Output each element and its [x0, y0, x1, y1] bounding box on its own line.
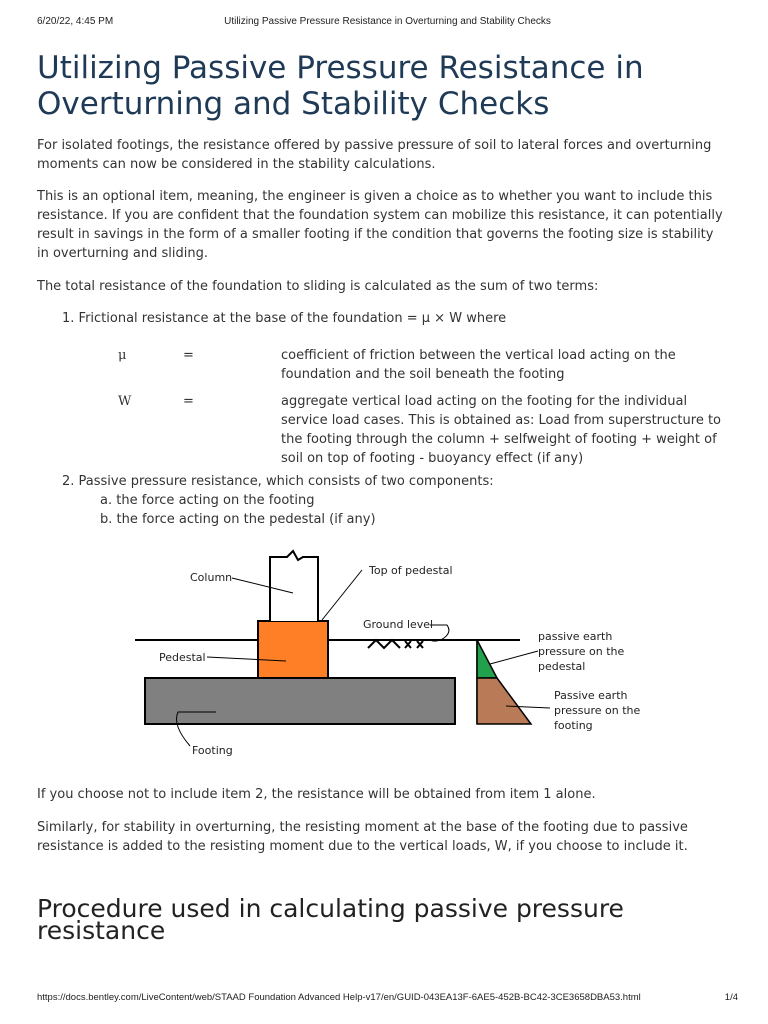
overturning-paragraph: Similarly, for stability in overturning, the resisting moment at the base of the footing due to passive resistance is added to the resisting moment due to the vertical loads, W, if you choose to include it.: [37, 820, 688, 854]
page-title: Utilizing Passive Pressure Resistance in Overturning and Stability Checks: [37, 50, 644, 122]
definition-symbol-w: W: [118, 394, 132, 409]
definition-text-w: aggregate vertical load acting on the footing for the individual service load cases. This is obtained as: Load from superstructure to the footing through the column + selfweight of footing + weight of soil on top of footing - buoyancy effect (if any): [281, 394, 721, 466]
print-page-title: Utilizing Passive Pressure Resistance in Overturning and Stability Checks: [224, 16, 551, 27]
list-item-2a: a. the force acting on the footing: [100, 493, 315, 508]
print-datetime: 6/20/22, 4:45 PM: [37, 16, 114, 27]
definition-symbol-mu: μ: [118, 348, 127, 363]
passive-footing-triangle: [477, 678, 531, 724]
label-footing: Footing: [192, 744, 233, 757]
pedestal-shape: [258, 621, 328, 678]
definition-text-mu: coefficient of friction between the vertical load acting on the foundation and the soil beneath the footing: [281, 348, 676, 382]
section-heading: Procedure used in calculating passive pressure resistance: [37, 894, 624, 945]
definition-equals: =: [183, 348, 194, 363]
label-column: Column: [190, 571, 233, 584]
list-item-2b: b. the force acting on the pedestal (if any): [100, 512, 376, 527]
list-item-1: 1. Frictional resistance at the base of the foundation = μ × W where: [62, 311, 507, 326]
label-passive-footing: Passive earth pressure on the footing: [554, 689, 641, 732]
total-resistance-paragraph: The total resistance of the foundation to sliding is calculated as the sum of two terms:: [37, 279, 599, 294]
intro-paragraph: For isolated footings, the resistance offered by passive pressure of soil to lateral forces and overturning moments can now be considered in the stability calculations.: [37, 138, 712, 172]
soil-hatch: [368, 640, 400, 648]
footing-shape: [145, 678, 455, 724]
passive-pressure-diagram: [0, 540, 768, 770]
page-url-link[interactable]: https://docs.bentley.com/LiveContent/web/STAAD Foundation Advanced Help-v17/en/GUID-043EA13F-6AE5-452B-BC42-3CE3658DBA53.html: [37, 992, 641, 1003]
print-header: [37, 16, 738, 32]
definition-equals: =: [183, 394, 194, 409]
label-top-of-pedestal: Top of pedestal: [369, 564, 453, 577]
label-passive-pedestal: passive earth pressure on the pedestal: [538, 630, 625, 673]
passive-pedestal-triangle: [477, 640, 497, 678]
soil-hatch: [405, 641, 423, 648]
column-shape: [270, 551, 318, 621]
list-item-2: 2. Passive pressure resistance, which consists of two components:: [62, 474, 494, 489]
print-footer: [37, 992, 738, 1006]
optional-paragraph: This is an optional item, meaning, the engineer is given a choice as to whether you want to include this resistance. If you are confident that the foundation system can mobilize this resistance, it can potentially result in savings in the form of a smaller footing if the condition that governs the footing size is stability in overturning and sliding.: [37, 189, 723, 261]
item1-alone-paragraph: If you choose not to include item 2, the resistance will be obtained from item 1 alone.: [37, 787, 596, 802]
label-ground-level: Ground level: [363, 618, 434, 631]
page-number: 1/4: [724, 992, 738, 1003]
label-pedestal: Pedestal: [159, 651, 206, 664]
